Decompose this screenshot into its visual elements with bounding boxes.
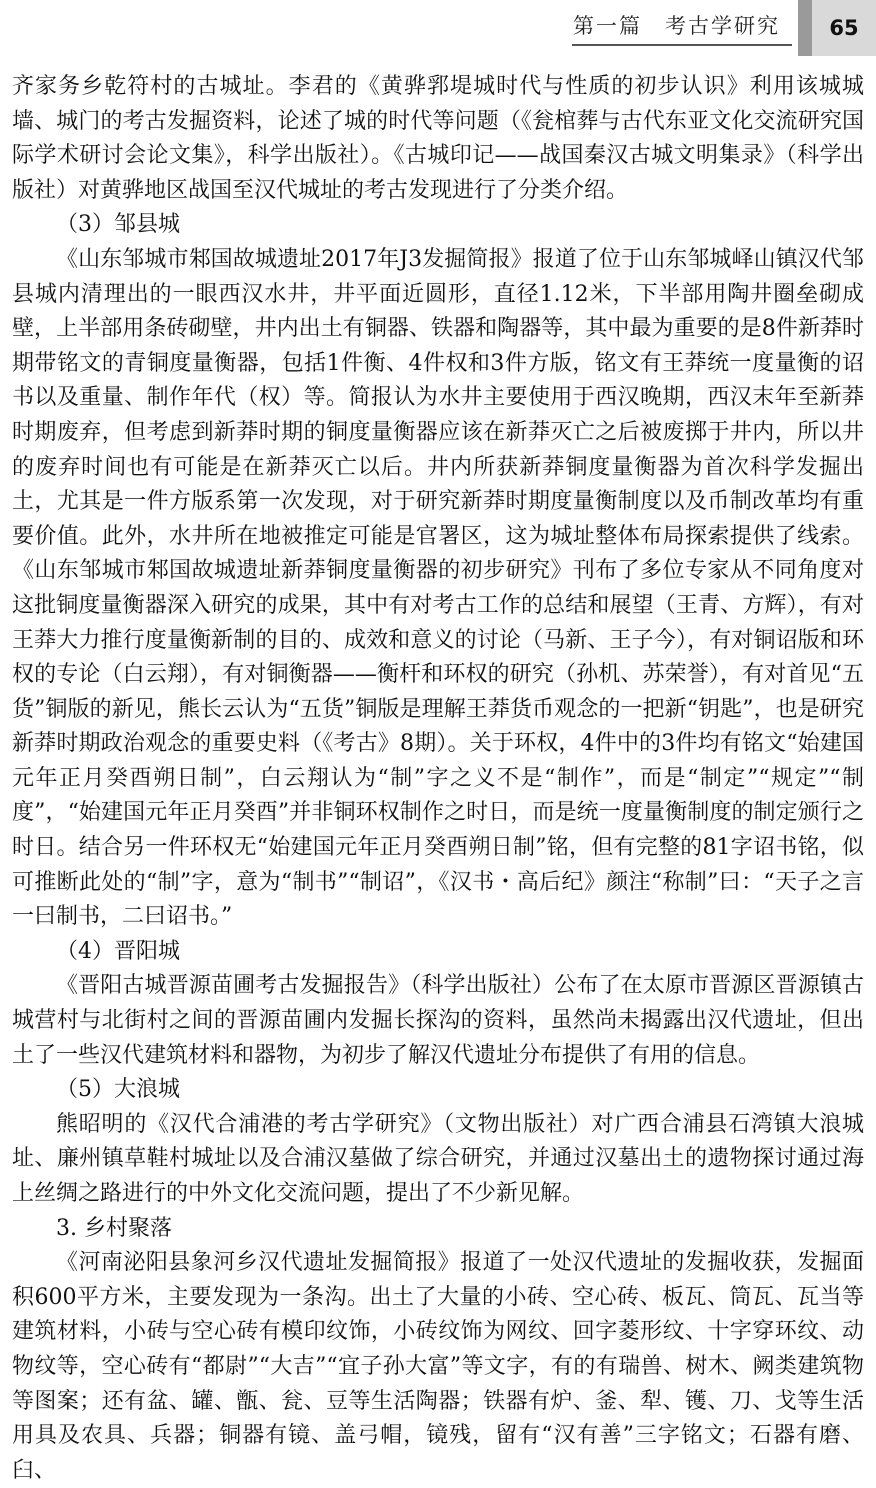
- paragraph-dalang: 熊昭明的《汉代合浦港的考古学研究》（文物出版社）对广西合浦县石湾镇大浪城址、廉州镇草鞋村城址以及合浦汉墓做了综合研究，并通过汉墓出土的遗物探讨通过海上丝绸之路进行的中外文化交流问题，提出了不少新见解。: [12, 1111, 864, 1206]
- paragraph-jinyang: 《晋阳古城晋源苗圃考古发掘报告》（科学出版社）公布了在太原市晋源区晋源镇古城营村与北街村之间的晋源苗圃内发掘长探沟的资料，虽然尚未揭露出汉代遗址，但出土了一些汉代建筑材料和器物，为初步了解汉代遗址分布提供了有用的信息。: [12, 973, 864, 1068]
- heading-rural-settlements: 3. 乡村聚落: [56, 1215, 172, 1241]
- heading-zouxian: （3）邹县城: [56, 212, 180, 238]
- heading-jinyang: （4）晋阳城: [56, 938, 180, 964]
- section-title: 第一篇 考古学研究: [573, 14, 780, 38]
- heading-dalang: （5）大浪城: [56, 1077, 180, 1103]
- header-rule: [572, 44, 792, 46]
- page-number: 65: [812, 0, 876, 56]
- page-number-tab-shade: [798, 0, 812, 56]
- paragraph-zouxian: 《山东邹城市邾国故城遗址2017年J3发掘简报》报道了位于山东邹城峄山镇汉代邹县城内清理出的一眼西汉水井，井平面近圆形，直径1.12米，下半部用陶井圈垒砌成壁，上半部用条砖砌壁，井内出土有铜器、铁器和陶器等，其中最为重要的是8件新莽时期带铭文的青铜度量衡器，包括1件衡、4件权和3件方版，铭文有王莽统一度量衡的诏书以及重量、制作年代（权）等。简报认为水井主要使用于西汉晚期，西汉末年至新莽时期废弃，但考虑到新莽时期的铜度量衡器应该在新莽灭亡之后被废掷于井内，所以井的废弃时间也有可能是在新莽灭亡以后。井内所获新莽铜度量衡器为首次科学发掘出土，尤其是一件方版系第一次发现，对于研究新莽时期度量衡制度以及币制改革均有重要价值。此外，水井所在地被推定可能是官署区，这为城址整体布局探索提供了线索。《山东邹城市邾国故城遗址新莽铜度量衡器的初步研究》刊布了多位专家从不同角度对这批铜度量衡器深入研究的成果，其中有对考古工作的总结和展望（王青、方辉），有对王莽大力推行度量衡新制的目的、成效和意义的讨论（马新、王子今），有对铜诏版和环权的专论（白云翔），有对铜衡器——衡杆和环权的研究（孙机、苏荣誉），有对首见“五货”铜版的新见，熊长云认为“五货”铜版是理解王莽货币观念的一把新“钥匙”，也是研究新莽时期政治观念的重要史料（《考古》8期）。关于环权，4件中的3件均有铭文“始建国元年正月癸酉朔日制”，白云翔认为“制”字之义不是“制作”，而是“制定”“规定”“制度”，“始建国元年正月癸酉”并非铜环权制作之时日，而是统一度量衡制度的制定颁行之时日。结合另一件环权无“始建国元年正月癸酉朔日制”铭，但有完整的81字诏书铭，似可推断此处的“制”字，意为“制书”“制诏”，《汉书・高后纪》颜注“称制”曰：“天子之言一曰制书，二曰诏书。”: [12, 246, 864, 930]
- page-body: [12, 70, 864, 1488]
- running-header: [0, 0, 876, 56]
- paragraph-rural: 《河南泌阳县象河乡汉代遗址发掘简报》报道了一处汉代遗址的发掘收获，发掘面积600平方米，主要发现为一条沟。出土了大量的小砖、空心砖、板瓦、筒瓦、瓦当等建筑材料，小砖与空心砖有模印纹饰，小砖纹饰为网纹、回字菱形纹、十字穿环纹、动物纹等，空心砖有“都尉”“大吉”“宜子孙大富”等文字，有的有瑞兽、树木、阙类建筑物等图案；还有盆、罐、甑、瓮、豆等生活陶器；铁器有炉、釜、犁、镬、刀、戈等生活用具及农具、兵器；铜器有镜、盖弓帽，镜残，留有“汉有善”三字铭文；石器有磨、臼、: [12, 1250, 864, 1483]
- paragraph-intro: 齐家务乡乾符村的古城址。李君的《黄骅郛堤城时代与性质的初步认识》利用该城城墙、城门的考古发掘资料，论述了城的时代等问题（《瓮棺葬与古代东亚文化交流研究国际学术研讨会论文集》，科学出版社）。《古城印记——战国秦汉古城文明集录》（科学出版社）对黄骅地区战国至汉代城址的考古发现进行了分类介绍。: [12, 74, 864, 203]
